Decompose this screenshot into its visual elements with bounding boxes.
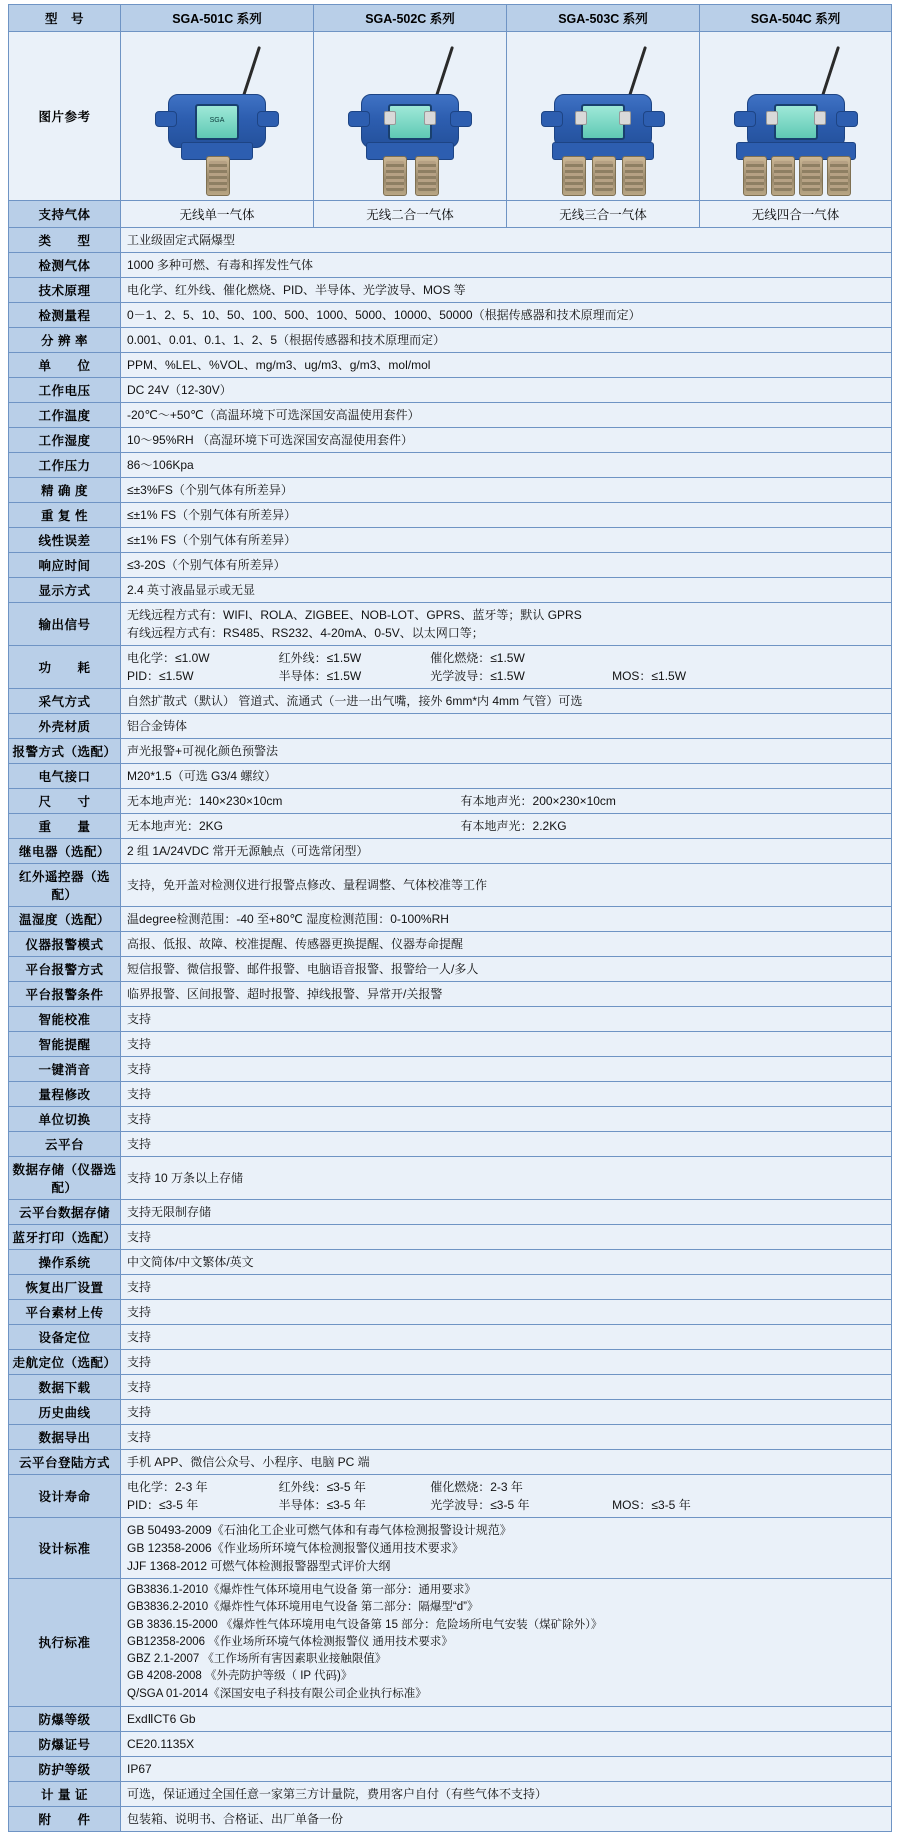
power-item: 红外线：≤1.5W	[278, 651, 362, 665]
spec-row	[9, 1275, 892, 1300]
design-standard-label: 设计标准	[9, 1518, 121, 1579]
output-signal-label: 输出信号	[9, 603, 121, 646]
row-label: 重 复 性	[9, 503, 121, 528]
spec-row	[9, 378, 892, 403]
weight-row	[9, 814, 892, 839]
life-item: MOS：≤3-5 年	[612, 1498, 691, 1512]
row-value: 支持	[121, 1057, 892, 1082]
life-item: 催化燃烧：2-3 年	[430, 1480, 523, 1494]
row-value: 临界报警、区间报警、超时报警、掉线报警、异常开/关报警	[121, 982, 892, 1007]
life-item: PID：≤3-5 年	[127, 1498, 199, 1512]
header-model-label: 型 号	[9, 5, 121, 32]
row-label: 工作温度	[9, 403, 121, 428]
spec-row	[9, 1806, 892, 1831]
spec-row	[9, 1731, 892, 1756]
spec-row	[9, 278, 892, 303]
row-label: 云平台	[9, 1132, 121, 1157]
spec-row	[9, 1225, 892, 1250]
power-item: 电化学：≤1.0W	[127, 651, 210, 665]
spec-row	[9, 839, 892, 864]
row-label: 数据下载	[9, 1375, 121, 1400]
row-label: 操作系统	[9, 1250, 121, 1275]
row-value: 支持无限制存储	[121, 1200, 892, 1225]
row-value: 可选，保证通过全国任意一家第三方计量院，费用客户自付（有些气体不支持）	[121, 1781, 892, 1806]
life-item	[612, 1478, 764, 1496]
spec-row	[9, 714, 892, 739]
row-value: ≤3-20S（个别气体有所差异）	[121, 553, 892, 578]
gas-support-label: 支持气体	[9, 201, 121, 228]
design-life-label: 设计寿命	[9, 1475, 121, 1518]
spec-row	[9, 1706, 892, 1731]
row-value: 支持	[121, 1107, 892, 1132]
output-signal-line-1: 无线远程方式有：WIFI、ROLA、ZIGBEE、NOB-LOT、GPRS、蓝牙等；默认 GPRS	[127, 608, 582, 622]
power-item	[612, 649, 764, 667]
power-consumption-row	[9, 646, 892, 689]
spec-row	[9, 328, 892, 353]
table-header-row	[9, 5, 892, 32]
row-value: 支持	[121, 1375, 892, 1400]
row-label: 计 量 证	[9, 1781, 121, 1806]
row-label: 数据导出	[9, 1425, 121, 1450]
row-label: 防爆证号	[9, 1731, 121, 1756]
exec-standard-line: GB3836.2-2010《爆炸性气体环境用电气设备 第二部分：隔爆型“d”》	[127, 1601, 479, 1614]
row-value: DC 24V（12-30V）	[121, 378, 892, 403]
row-value: 支持	[121, 1400, 892, 1425]
header-model-1: SGA-501C 系列	[121, 5, 314, 32]
row-label: 单位切换	[9, 1107, 121, 1132]
spec-row	[9, 1132, 892, 1157]
row-label: 数据存储（仪器选配）	[9, 1157, 121, 1200]
spec-row	[9, 253, 892, 278]
spec-row	[9, 453, 892, 478]
spec-row	[9, 553, 892, 578]
spec-row	[9, 1375, 892, 1400]
weight-label: 重 量	[9, 814, 121, 839]
spec-row	[9, 1107, 892, 1132]
row-value: 86～106Kpa	[121, 453, 892, 478]
spec-row	[9, 739, 892, 764]
spec-row	[9, 932, 892, 957]
spec-row	[9, 1007, 892, 1032]
spec-row	[9, 1032, 892, 1057]
spec-row	[9, 689, 892, 714]
spec-row	[9, 764, 892, 789]
row-value: 支持	[121, 1132, 892, 1157]
row-value: 包装箱、说明书、合格证、出厂单备一份	[121, 1806, 892, 1831]
spec-table	[8, 4, 892, 1832]
row-label: 防爆等级	[9, 1706, 121, 1731]
row-label: 仪器报警模式	[9, 932, 121, 957]
device-screen-text-1: SGA	[209, 117, 225, 124]
row-value: 2 组 1A/24VDC 常开无源触点（可选常闭型）	[121, 839, 892, 864]
row-label: 平台报警方式	[9, 957, 121, 982]
size-value	[121, 789, 892, 814]
exec-standard-value	[121, 1579, 892, 1707]
row-value: 支持	[121, 1300, 892, 1325]
spec-row	[9, 1057, 892, 1082]
row-value: IP67	[121, 1756, 892, 1781]
power-consumption-value	[121, 646, 892, 689]
spec-row	[9, 1200, 892, 1225]
spec-row	[9, 528, 892, 553]
image-reference-row	[9, 32, 892, 201]
row-value: 支持	[121, 1007, 892, 1032]
weight-item: 无本地声光：2KG	[127, 819, 224, 833]
row-label: 继电器（选配）	[9, 839, 121, 864]
row-label: 检测气体	[9, 253, 121, 278]
row-label: 量程修改	[9, 1082, 121, 1107]
power-item: MOS：≤1.5W	[612, 669, 687, 683]
gas-support-4: 无线四合一气体	[700, 201, 892, 228]
row-value: 1000 多种可燃、有毒和挥发性气体	[121, 253, 892, 278]
row-value: 支持	[121, 1350, 892, 1375]
row-value: 工业级固定式隔爆型	[121, 228, 892, 253]
spec-row	[9, 403, 892, 428]
row-value: 自然扩散式（默认） 管道式、流通式（一进一出气嘴，接外 6mm*内 4mm 气管）可选	[121, 689, 892, 714]
row-label: 恢复出厂设置	[9, 1275, 121, 1300]
row-label: 智能校准	[9, 1007, 121, 1032]
spec-row	[9, 1350, 892, 1375]
spec-row	[9, 578, 892, 603]
row-value: 支持	[121, 1325, 892, 1350]
exec-standard-line: GB12358-2006 《作业场所环境气体检测报警仪 通用技术要求》	[127, 1635, 453, 1648]
spec-row	[9, 1756, 892, 1781]
spec-row	[9, 1450, 892, 1475]
row-value: 高报、低报、故障、校准提醒、传感器更换提醒、仪器寿命提醒	[121, 932, 892, 957]
design-standard-line: GB 12358-2006《作业场所环境气体检测报警仪通用技术要求》	[127, 1541, 464, 1555]
spec-row	[9, 1325, 892, 1350]
output-signal-value	[121, 603, 892, 646]
weight-value	[121, 814, 892, 839]
row-label: 智能提醒	[9, 1032, 121, 1057]
row-value: 支持	[121, 1082, 892, 1107]
exec-standard-row	[9, 1579, 892, 1707]
row-value: -20℃～+50℃（高温环境下可选深国安高温使用套件）	[121, 403, 892, 428]
row-label: 外壳材质	[9, 714, 121, 739]
gas-support-2: 无线二合一气体	[314, 201, 507, 228]
row-label: 防护等级	[9, 1756, 121, 1781]
output-signal-line-2: 有线远程方式有：RS485、RS232、4-20mA、0-5V、以太网口等；	[127, 626, 484, 640]
row-label: 平台报警条件	[9, 982, 121, 1007]
row-label: 走航定位（选配）	[9, 1350, 121, 1375]
gas-support-3: 无线三合一气体	[507, 201, 700, 228]
header-model-4: SGA-504C 系列	[700, 5, 892, 32]
row-value: 声光报警+可视化颜色预警法	[121, 739, 892, 764]
row-value: 电化学、红外线、催化燃烧、PID、半导体、光学波导、MOS 等	[121, 278, 892, 303]
spec-row	[9, 503, 892, 528]
row-label: 设备定位	[9, 1325, 121, 1350]
exec-standard-line: GB3836.1-2010《爆炸性气体环境用电气设备 第一部分：通用要求》	[127, 1584, 476, 1596]
exec-standard-line: GBZ 2.1-2007 《工作场所有害因素职业接触限值》	[127, 1653, 387, 1665]
device-image-2	[314, 32, 507, 201]
design-life-value	[121, 1475, 892, 1518]
power-item: 催化燃烧：≤1.5W	[430, 651, 525, 665]
row-value: 铝合金铸体	[121, 714, 892, 739]
row-label: 工作压力	[9, 453, 121, 478]
spec-row	[9, 428, 892, 453]
exec-standard-label: 执行标准	[9, 1579, 121, 1707]
row-value: ≤±1% FS（个别气体有所差异）	[121, 528, 892, 553]
header-model-3: SGA-503C 系列	[507, 5, 700, 32]
row-label: 类 型	[9, 228, 121, 253]
life-item: 半导体：≤3-5 年	[278, 1498, 366, 1512]
power-item: 光学波导：≤1.5W	[430, 669, 525, 683]
row-value: 支持	[121, 1032, 892, 1057]
device-image-4	[700, 32, 892, 201]
spec-row	[9, 228, 892, 253]
output-signal-row	[9, 603, 892, 646]
spec-row	[9, 1300, 892, 1325]
row-label: 精 确 度	[9, 478, 121, 503]
spec-row	[9, 864, 892, 907]
row-value: CE20.1135X	[121, 1731, 892, 1756]
spec-row	[9, 478, 892, 503]
weight-item: 有本地声光：2.2KG	[460, 819, 567, 833]
row-label: 云平台登陆方式	[9, 1450, 121, 1475]
row-label: 平台素材上传	[9, 1300, 121, 1325]
power-item: 半导体：≤1.5W	[278, 669, 362, 683]
row-value: 中文简体/中文繁体/英文	[121, 1250, 892, 1275]
row-label: 线性误差	[9, 528, 121, 553]
row-value: 0.001、0.01、0.1、1、2、5（根据传感器和技术原理而定）	[121, 328, 892, 353]
row-label: 检测量程	[9, 303, 121, 328]
row-label: 技术原理	[9, 278, 121, 303]
spec-row	[9, 303, 892, 328]
design-standard-line: GB 50493-2009《石油化工企业可燃气体和有毒气体检测报警设计规范》	[127, 1523, 512, 1537]
life-item: 红外线：≤3-5 年	[278, 1480, 366, 1494]
row-label: 一键消音	[9, 1057, 121, 1082]
spec-row	[9, 1425, 892, 1450]
spec-row	[9, 982, 892, 1007]
row-label: 响应时间	[9, 553, 121, 578]
row-value: M20*1.5（可选 G3/4 螺纹）	[121, 764, 892, 789]
row-label: 历史曲线	[9, 1400, 121, 1425]
size-item: 无本地声光：140×230×10cm	[127, 794, 283, 808]
row-value: 支持，免开盖对检测仪进行报警点修改、量程调整、气体校准等工作	[121, 864, 892, 907]
row-value: 支持	[121, 1425, 892, 1450]
row-value: 0－1、2、5、10、50、100、500、1000、5000、10000、50000（根据传感器和技术原理而定）	[121, 303, 892, 328]
row-label: 云平台数据存储	[9, 1200, 121, 1225]
exec-standard-line: GB 3836.15-2000 《爆炸性气体环境用电气设备第 15 部分：危险场所电气安装（煤矿除外）》	[127, 1618, 603, 1631]
row-value: 温degree检测范围：-40 至+80℃ 湿度检测范围：0-100%RH	[121, 907, 892, 932]
spec-row	[9, 1157, 892, 1200]
row-label: 工作电压	[9, 378, 121, 403]
row-label: 分 辨 率	[9, 328, 121, 353]
size-row	[9, 789, 892, 814]
gas-support-row	[9, 201, 892, 228]
exec-standard-line: GB 4208-2008 《外壳防护等级（ IP 代码)》	[127, 1670, 353, 1683]
spec-row	[9, 353, 892, 378]
spec-row	[9, 1400, 892, 1425]
spec-row	[9, 1082, 892, 1107]
row-value: 支持	[121, 1225, 892, 1250]
spec-row	[9, 1250, 892, 1275]
header-model-2: SGA-502C 系列	[314, 5, 507, 32]
spec-row	[9, 907, 892, 932]
row-value: PPM、%LEL、%VOL、mg/m3、ug/m3、g/m3、mol/mol	[121, 353, 892, 378]
row-value: 手机 APP、微信公众号、小程序、电脑 PC 端	[121, 1450, 892, 1475]
spec-row	[9, 957, 892, 982]
life-item: 光学波导：≤3-5 年	[430, 1498, 530, 1512]
row-label: 采气方式	[9, 689, 121, 714]
size-item: 有本地声光：200×230×10cm	[460, 794, 616, 808]
gas-support-1: 无线单一气体	[121, 201, 314, 228]
row-value: 10～95%RH （高湿环境下可选深国安高湿使用套件）	[121, 428, 892, 453]
device-image-3	[507, 32, 700, 201]
row-label: 电气接口	[9, 764, 121, 789]
life-item: 电化学：2-3 年	[127, 1480, 208, 1494]
row-value: 支持	[121, 1275, 892, 1300]
device-image-1	[121, 32, 314, 201]
row-value: ExdⅡCT6 Gb	[121, 1706, 892, 1731]
row-label: 温湿度（选配）	[9, 907, 121, 932]
design-standard-row	[9, 1518, 892, 1579]
row-value: ≤±3%FS（个别气体有所差异）	[121, 478, 892, 503]
exec-standard-line: Q/SGA 01-2014《深国安电子科技有限公司企业执行标准》	[127, 1687, 427, 1700]
spec-row	[9, 1781, 892, 1806]
power-consumption-label: 功 耗	[9, 646, 121, 689]
row-label: 蓝牙打印（选配）	[9, 1225, 121, 1250]
row-label: 报警方式（选配）	[9, 739, 121, 764]
size-label: 尺 寸	[9, 789, 121, 814]
image-reference-label: 图片参考	[9, 32, 121, 201]
row-label: 红外遥控器（选配）	[9, 864, 121, 907]
design-life-row	[9, 1475, 892, 1518]
row-value: 短信报警、微信报警、邮件报警、电脑语音报警、报警给一人/多人	[121, 957, 892, 982]
row-label: 附 件	[9, 1806, 121, 1831]
row-value: 2.4 英寸液晶显示或无显	[121, 578, 892, 603]
design-standard-line: JJF 1368-2012 可燃气体检测报警器型式评价大纲	[127, 1559, 391, 1573]
row-label: 工作湿度	[9, 428, 121, 453]
row-label: 显示方式	[9, 578, 121, 603]
design-standard-value	[121, 1518, 892, 1579]
power-item: PID：≤1.5W	[127, 669, 194, 683]
row-value: ≤±1% FS（个别气体有所差异）	[121, 503, 892, 528]
row-label: 单 位	[9, 353, 121, 378]
row-value: 支持 10 万条以上存储	[121, 1157, 892, 1200]
